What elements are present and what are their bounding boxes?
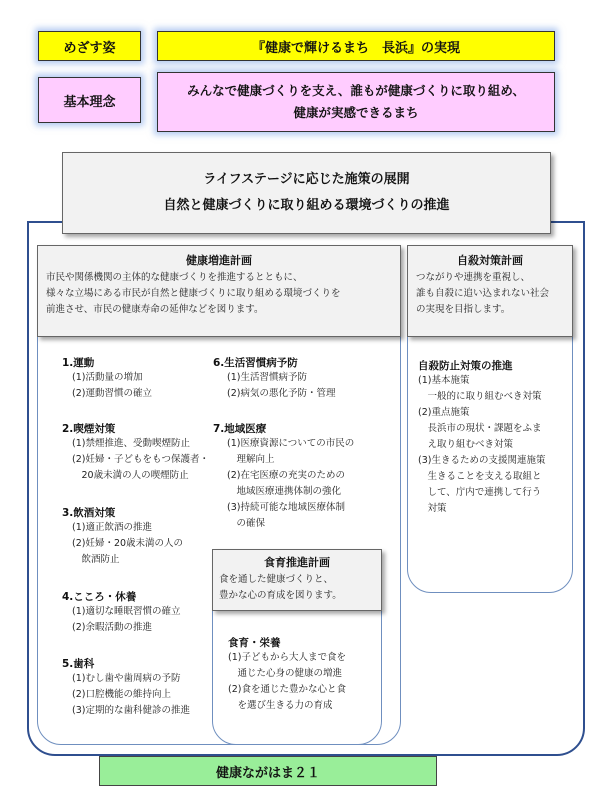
section-lifestyle [213, 355, 383, 402]
food-plan-desc1: 食を通した健康づくりと、 [219, 574, 334, 585]
section-drinking-title: 3.飲酒対策 [62, 507, 116, 519]
list-item: 一般的に取り組むべき対策 [418, 391, 542, 402]
list-item: 飲酒防止 [72, 554, 120, 565]
list-item: (1)基本施策 [418, 375, 470, 386]
section-food [228, 635, 378, 714]
list-item: (2)重点施策 [418, 407, 470, 418]
health-plan-box [37, 245, 401, 337]
list-item: (3)定期的な歯科健診の推進 [72, 705, 190, 716]
strategy-box [62, 152, 551, 234]
list-item: を選び生きる力の育成 [228, 700, 333, 711]
philosophy-line2: 健康が実感できるまち [293, 105, 419, 120]
section-suicide-measures-title: 自殺防止対策の推進 [418, 360, 513, 372]
list-item: (1)生活習慣病予防 [227, 372, 307, 383]
list-item: (1)医療資源についての市民の [227, 438, 355, 449]
health-plan-desc3: 前進させ、市民の健康寿命の延伸などを図ります。 [46, 304, 264, 315]
section-exercise [62, 355, 212, 402]
list-item: 生きることを支える取組と [418, 471, 542, 482]
list-item: (2)妊婦・子どもをもつ保護者・ [72, 454, 209, 465]
list-item: 対策 [418, 503, 447, 514]
list-item: (1)禁煙推進、受動喫煙防止 [72, 438, 190, 449]
list-item: え取り組むべき対策 [418, 439, 514, 450]
vision-text: 『健康で輝けるまち 長浜』の実現 [157, 31, 555, 61]
suicide-plan-desc3: の実現を目指します。 [416, 304, 511, 315]
philosophy-line1: みんなで健康づくりを支え、誰もが健康づくりに取り組め、 [187, 83, 525, 98]
list-item: (2)在宅医療の充実のための [227, 470, 345, 481]
list-item: 長浜市の現状・課題をふま [418, 423, 542, 434]
section-smoking-title: 2.喫煙対策 [62, 423, 116, 435]
section-suicide-measures [418, 358, 568, 517]
food-plan-desc2: 豊かな心の育成を図ります。 [219, 590, 342, 601]
list-item: (1)子どもから大人まで食を [228, 652, 346, 663]
list-item: (1)むし歯や歯周病の予防 [72, 673, 181, 684]
suicide-plan-title: 自殺対策計画 [457, 254, 523, 267]
list-item: して、庁内で連携して行う [418, 487, 542, 498]
section-mind [62, 589, 212, 636]
section-dental-title: 5.歯科 [62, 658, 95, 670]
health-plan-title: 健康増進計画 [186, 254, 252, 267]
list-item: の確保 [227, 518, 266, 529]
list-item: (3)持続可能な地域医療体制 [227, 502, 345, 513]
list-item: (2)余暇活動の推進 [72, 622, 152, 633]
list-item: (1)活動量の増加 [72, 372, 143, 383]
section-community [213, 421, 388, 532]
list-item: 理解向上 [227, 454, 275, 465]
list-item: (2)妊婦・20歳未満の人の [72, 538, 184, 549]
list-item: (1)適正飲酒の推進 [72, 522, 152, 533]
food-plan-box [212, 549, 382, 611]
list-item: (2)病気の悪化予防・管理 [227, 388, 336, 399]
section-drinking [62, 505, 212, 568]
list-item: (1)適切な睡眠習慣の確立 [72, 606, 181, 617]
section-community-title: 7.地域医療 [213, 423, 267, 435]
philosophy-text [157, 72, 555, 132]
list-item: 通じた心身の健康の増進 [228, 668, 343, 679]
section-exercise-title: 1.運動 [62, 357, 95, 369]
suicide-plan-box [407, 245, 573, 337]
footer-label: 健康ながはま２１ [99, 756, 437, 786]
health-plan-desc1: 市民や関係機関の主体的な健康づくりを推進するとともに、 [46, 272, 303, 283]
health-plan-desc2: 様々な立場にある市民が自然と健康づくりに取り組める環境づくりを [46, 288, 341, 299]
section-mind-title: 4.こころ・休養 [62, 591, 137, 603]
list-item: (2)運動習慣の確立 [72, 388, 152, 399]
suicide-plan-desc2: 誰も自殺に追い込まれない社会 [416, 288, 550, 299]
list-item: (3)生きるための支援関連施策 [418, 455, 546, 466]
food-plan-title: 食育推進計画 [264, 556, 330, 569]
section-dental [62, 656, 212, 719]
section-lifestyle-title: 6.生活習慣病予防 [213, 357, 298, 369]
suicide-plan-desc1: つながりや連携を重視し、 [416, 272, 531, 283]
list-item: 地域医療連携体制の強化 [227, 486, 342, 497]
strategy-line2: 自然と健康づくりに取り組める環境づくりの推進 [163, 198, 450, 213]
list-item: (2)口腔機能の維持向上 [72, 689, 171, 700]
list-item: 20歳未満の人の喫煙防止 [72, 470, 189, 481]
vision-label: めざす姿 [38, 31, 141, 61]
section-smoking [62, 421, 222, 484]
strategy-line1: ライフステージに応じた施策の展開 [203, 172, 410, 187]
philosophy-label: 基本理念 [38, 77, 141, 123]
section-food-title: 食育・栄養 [228, 637, 281, 649]
list-item: (2)食を通じた豊かな心と食 [228, 684, 346, 695]
